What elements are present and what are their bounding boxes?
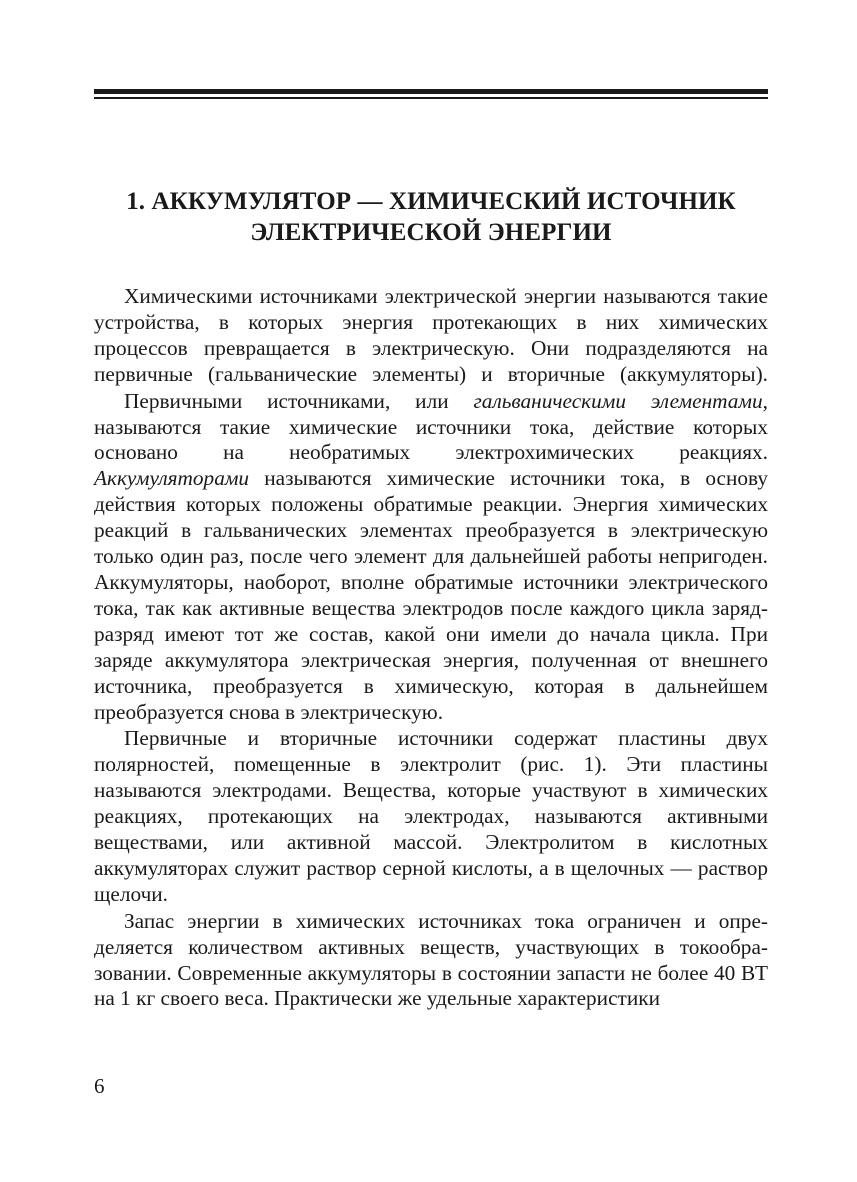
chapter-title-line-2: ЭЛЕКТРИЧЕСКОЙ ЭНЕРГИИ <box>250 219 612 246</box>
page-number: 6 <box>94 1074 105 1098</box>
paragraph-2-text-c: называются химические источники тока, в основу действия которых положены обратимые реакции. Энергия химических реакций в гальванических элементах преобразуется в электрическую только один раз, после чего элемент для дальнейшей работы непригоден. Аккумуляторы, наоборот, вполне обратимые источники электрического тока, так как активные вещества электродов после каждого цикла заряд-разряд имеют тот же состав, какой они имели до начала цикла. При заряде аккумулятора электрическая энергия, полученная от внешнего источника, преобразуется в химическую, которая в дальнейшем преобразуется снова в электрическую. <box>94 466 768 724</box>
chapter-title <box>94 186 768 248</box>
paragraph-3: Первичные и вторичные источники содержат пластины двух полярностей, помещенные в электролит (рис. 1). Эти пластины называются электродами. Вещества, которые участвуют в химических реакциях, протекающих на электродах, называются активными веществами, или активной массой. Электролитом в кислотных аккумуляторах служит раствор серной кислоты, а в щелочных — раствор щелочи. <box>94 726 768 906</box>
body-text <box>94 284 768 1012</box>
chapter-title-line-1: 1. АККУМУЛЯТОР — ХИМИЧЕСКИЙ ИСТОЧНИК <box>126 188 736 215</box>
header-rule-thick <box>94 89 768 94</box>
paragraph-4: Запас энергии в химических источниках тока ограничен и определяется количеством активных веществ, участвующих в токообразовании. Современные аккумуляторы в состоянии запасти не более 40 ВТ на 1 кг своего веса. Практически же удельные характеристики <box>94 908 768 1011</box>
header-rule-thin <box>94 97 768 99</box>
paragraph-2-text-b: , называются такие химические источники тока, действие которых основано на необратимых электрохимических реакциях. <box>94 388 768 465</box>
paragraph-2 <box>94 389 768 726</box>
term-accumulators: Аккумуляторами <box>94 466 250 491</box>
term-galvanic-elements: гальваническими элементами <box>473 388 763 413</box>
paragraph-2-text-a: Первичными источниками, или <box>124 388 474 413</box>
paragraph-1: Химическими источниками электрической энергии называются такие устройства, в которых энергия протекающих в них химических процессов превращается в электрическую. Они подразделяются на первичные (гальванические элементы) и вторичные (аккумуляторы). <box>94 284 768 386</box>
